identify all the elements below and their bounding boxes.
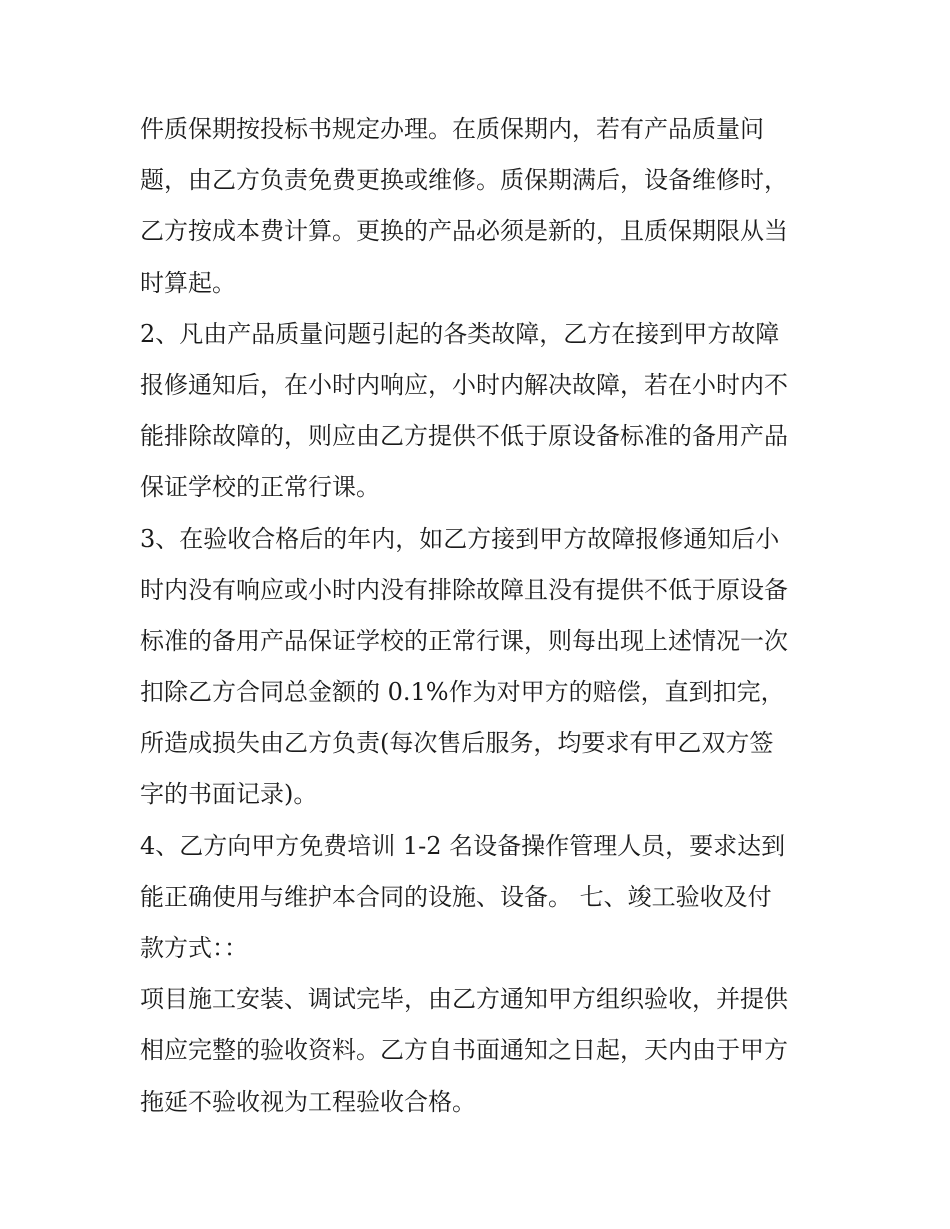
- document-body: [140, 104, 820, 1128]
- text-line: 能正确使用与维护本合同的设施、设备。 七、竣工验收及付: [140, 882, 772, 911]
- text-line: 报修通知后，在小时内响应，小时内解决故障，若在小时内不: [140, 370, 788, 399]
- text-line: 款方式：：: [140, 934, 248, 962]
- text-line: 题，由乙方负责免费更换或维修。质保期满后，设备维修时，: [140, 166, 788, 195]
- text-line: 件质保期按投标书规定办理。在质保期内，若有产品质量问: [140, 115, 764, 143]
- text-line: 项目施工安装、调试完毕，由乙方通知甲方组织验收，并提供: [140, 985, 788, 1014]
- text-line: 保证学校的正常行课。: [140, 473, 380, 502]
- text-line: 时内没有响应或小时内没有排除故障且没有提供不低于原设备: [140, 575, 788, 604]
- text-line: 标准的备用产品保证学校的正常行课，则每出现上述情况一次: [140, 626, 788, 655]
- text-line: 3、在验收合格后的年内，如乙方接到甲方故障报修通知后小: [140, 524, 780, 553]
- text-line: 扣除乙方合同总金额的 0.1%作为对甲方的赔偿，直到扣完，: [140, 678, 785, 707]
- text-line: 字的书面记录)。: [140, 780, 318, 809]
- text-line: 乙方按成本费计算。更换的产品必须是新的，且质保期限从当: [140, 217, 788, 246]
- text-line: 4、乙方向甲方免费培训 1-2 名设备操作管理人员，要求达到: [140, 831, 786, 860]
- text-line: 拖延不验收视为工程验收合格。: [140, 1087, 476, 1116]
- text-line: 所造成损失由乙方负责(每次售后服务，均要求有甲乙双方签: [140, 729, 774, 758]
- text-line: 能排除故障的，则应由乙方提供不低于原设备标准的备用产品: [140, 422, 788, 451]
- text-line: 时算起。: [140, 268, 236, 297]
- text-line: 2、凡由产品质量问题引起的各类故障，乙方在接到甲方故障: [140, 319, 780, 348]
- text-line: 相应完整的验收资料。乙方自书面通知之日起，天内由于甲方: [140, 1036, 788, 1065]
